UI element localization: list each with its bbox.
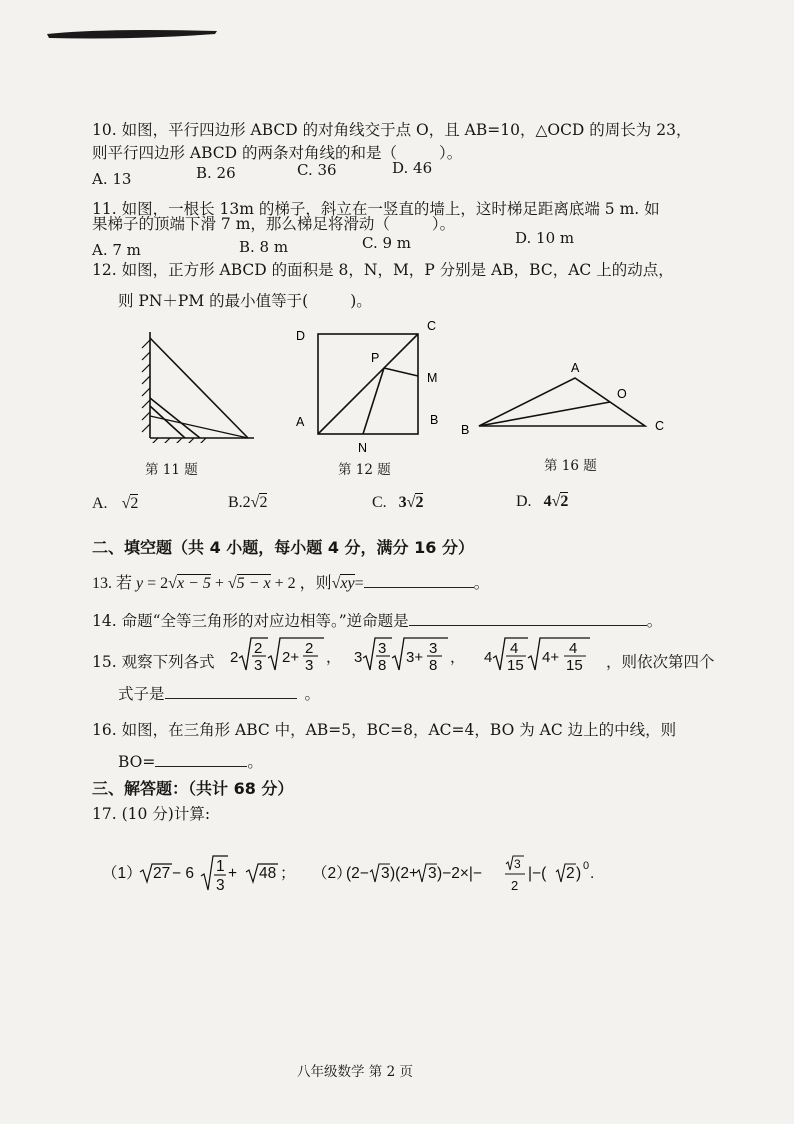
- q17-part2-b: )(2+: [390, 865, 418, 882]
- q14-answer-blank[interactable]: [409, 611, 647, 626]
- fig16-label-c: C: [655, 419, 665, 433]
- section-2-title: 二、填空题（共 4 小题，每小题 4 分，满分 16 分）: [92, 538, 474, 557]
- sqrt-sign: √: [331, 575, 341, 592]
- q15-t1-inner-den: 3: [305, 657, 314, 674]
- q12-option-a-radicand: 2: [130, 495, 139, 512]
- q11-option-b[interactable]: B. 8 m: [239, 238, 289, 256]
- q12-option-c[interactable]: [372, 494, 423, 512]
- q15-line1-prefix: 15. 观察下列各式: [92, 653, 215, 671]
- q12-option-d[interactable]: [516, 493, 568, 511]
- q15-sep-1: ，: [326, 649, 342, 666]
- q15-t2-inner-int: 3+: [406, 649, 424, 666]
- q15-line1-suffix: ，则依次第四个: [606, 653, 715, 671]
- q17-part2-r: 3: [381, 865, 390, 882]
- q12-line1: 12. 如图，正方形 ABCD 的面积是 8，N，M，P 分别是 AB，BC，AC 上的动点，: [92, 261, 674, 279]
- q15-t3-inner-int: 4+: [542, 649, 560, 666]
- q12-option-d-coef: 4: [543, 493, 552, 510]
- q17-part1-label: （1）: [102, 865, 142, 882]
- q10-line2-pre: 则平行四边形 ABCD 的两条对角线的和是（: [92, 144, 398, 162]
- fig12-label-a: A: [296, 415, 305, 429]
- q17-part2-a: (2−: [346, 865, 369, 882]
- q13-eq: = 2: [143, 575, 169, 592]
- q12-option-a[interactable]: [92, 495, 138, 513]
- q13-plus: +: [210, 575, 228, 592]
- q17-part2-r-dup: 3: [428, 865, 437, 882]
- figure-12-square: [288, 314, 448, 456]
- q17-part2-d: |−(: [528, 865, 547, 882]
- q12-option-c-coef: 3: [398, 494, 407, 511]
- q12-option-a-label: A.: [92, 495, 108, 512]
- q15-t2-num: 3: [378, 640, 387, 657]
- page-footer: 八年级数学 第 2 页: [297, 1064, 413, 1080]
- q16-line1: 16. 如图，在三角形 ABC 中，AB=5，BC=8，AC=4，BO 为 AC 边上的中线，则: [92, 721, 677, 739]
- q13-prefix: 13. 若: [92, 575, 133, 592]
- q12-option-b-radicand: 2: [259, 494, 268, 511]
- q13-radicand-2: 5 − x: [236, 575, 271, 592]
- q11-line2: [92, 212, 455, 234]
- q15-t3-coef: 4: [484, 649, 493, 666]
- q11-line2-post: ）。: [431, 215, 456, 233]
- q12-line2-pre: 则 PN＋PM 的最小值等于(: [118, 292, 309, 310]
- segment-pm: [384, 368, 418, 376]
- figure-11-ladder: [130, 328, 260, 443]
- q15-t3-inner-num: 4: [569, 640, 578, 657]
- sqrt-sign: √: [121, 495, 131, 512]
- q15-t2-inner-num: 3: [429, 640, 438, 657]
- q17-title: 17. (10 分)计算:: [92, 805, 211, 823]
- q10-line2-post: ）。: [439, 144, 463, 162]
- sqrt-sign: √: [406, 494, 416, 511]
- q13-radicand-1: x − 5: [176, 575, 211, 592]
- q16-period: 。: [247, 753, 263, 771]
- q15-t3-den: 15: [507, 657, 524, 674]
- fig12-label-p: P: [371, 351, 380, 365]
- q12-option-b[interactable]: [228, 494, 267, 512]
- q17-part2-c: )−2×|−: [437, 865, 482, 882]
- q17-part2-r2: 2: [566, 865, 575, 882]
- fig16-label-o: O: [617, 387, 627, 401]
- q12-option-b-label: B.: [228, 494, 243, 511]
- q10-line1: 10. 如图，平行四边形 ABCD 的对角线交于点 O，且 AB=10，△OCD 的周长为 23，: [92, 121, 692, 139]
- q17-part1-plus: +: [228, 865, 238, 882]
- figure-16-caption: 第 16 题: [544, 458, 597, 474]
- q17-expressions: [100, 850, 640, 900]
- q17-part2-label: （2）: [312, 865, 352, 882]
- q17-part2-exp: 0: [583, 860, 590, 872]
- sqrt-sign: √: [227, 575, 237, 592]
- q15-t2-inner-den: 8: [429, 657, 438, 674]
- q10-option-b[interactable]: B. 26: [196, 164, 236, 182]
- q14-text: 14. 命题“全等三角形的对应边相等。”逆命题是: [92, 612, 409, 630]
- q12-option-c-label: C.: [372, 494, 387, 511]
- q17-part2-end: .: [590, 865, 595, 882]
- fig12-label-n: N: [358, 441, 368, 455]
- q11-option-a[interactable]: A. 7 m: [92, 241, 141, 259]
- q15-line2: [118, 682, 320, 704]
- q12-option-b-coef: 2: [242, 494, 251, 511]
- q17-part1-r2: 48: [259, 865, 277, 882]
- q17-part2-e: ): [576, 865, 582, 882]
- q10-option-a[interactable]: A. 13: [92, 170, 132, 188]
- q13-answer-blank[interactable]: [364, 573, 474, 588]
- q13-radicand-3: xy: [340, 575, 355, 592]
- q12-option-c-radicand: 2: [415, 494, 424, 511]
- fig16-label-b: B: [461, 423, 470, 437]
- q12-option-d-label: D.: [516, 493, 532, 510]
- q15-t1-inner-int: 2+: [282, 649, 300, 666]
- q11-line2-pre: 果梯子的顶端下滑 7 m，那么梯足将滑动（: [92, 215, 390, 233]
- q17-part1-den: 3: [216, 877, 225, 894]
- q15-t1-inner-num: 2: [305, 640, 314, 657]
- q15-formulas: [226, 632, 646, 678]
- figure-12-caption: 第 12 题: [338, 462, 391, 478]
- q15-answer-blank[interactable]: [165, 684, 297, 699]
- section-3-title: 三、解答题：（共计 68 分）: [92, 779, 294, 798]
- median-bo: [479, 402, 610, 426]
- q12-option-d-radicand: 2: [560, 493, 569, 510]
- q15-line2-text: 式子是: [118, 685, 165, 703]
- sqrt-sign: √: [551, 493, 561, 510]
- sqrt-sign: √: [250, 494, 260, 511]
- q13-var-y: y: [136, 575, 144, 592]
- q17-semicolon: ；: [280, 865, 296, 882]
- figure-11-caption: 第 11 题: [145, 462, 198, 478]
- q15-t2-coef: 3: [354, 649, 363, 666]
- q13-tail: + 2 ，则: [270, 575, 332, 592]
- figure-16-triangle: [455, 356, 675, 440]
- q17-part2-frac-den: 2: [511, 878, 519, 893]
- scan-mark: [45, 26, 220, 42]
- fig16-label-a: A: [571, 361, 580, 375]
- q11-line1: 11. 如图，一根长 13m 的梯子，斜立在一竖直的墙上，这时梯足距离底端 5 m. 如: [92, 200, 660, 218]
- q12-line2-post: )。: [350, 292, 372, 310]
- fig12-label-m: M: [427, 371, 438, 385]
- q11-option-c[interactable]: C. 9 m: [362, 234, 412, 252]
- q16-answer-blank[interactable]: [155, 752, 247, 767]
- q15-t1-num: 2: [254, 640, 263, 657]
- q15-t1-coef: 2: [230, 649, 239, 666]
- q14: [92, 609, 662, 631]
- q13-period: 。: [473, 575, 490, 592]
- q16-line2: [118, 750, 263, 772]
- q11-option-d[interactable]: D. 10 m: [515, 229, 575, 247]
- q15-t3-num: 4: [510, 640, 519, 657]
- q15-t3-inner-den: 15: [566, 657, 583, 674]
- q13: [92, 570, 490, 593]
- q15-sep-2: ，: [450, 649, 466, 666]
- q17-part1-num: 1: [216, 858, 225, 875]
- q15-t2-den: 8: [378, 657, 387, 674]
- q10-option-c[interactable]: C. 36: [297, 161, 337, 179]
- q15-t1-den: 3: [254, 657, 263, 674]
- q17-part1-minus: − 6: [172, 865, 194, 882]
- fig12-label-c: C: [427, 319, 437, 333]
- q10-option-d[interactable]: D. 46: [392, 159, 433, 177]
- ladder-before: [150, 338, 248, 438]
- q13-end: =: [354, 575, 364, 592]
- sqrt-sign: √: [168, 575, 177, 592]
- q17-part1-r1: 27: [153, 865, 171, 882]
- q14-period: 。: [646, 612, 663, 630]
- q15-period: 。: [304, 685, 321, 703]
- q17-part2-frac-num: 3: [514, 857, 521, 871]
- fig12-label-d: D: [296, 329, 306, 343]
- fig12-label-b: B: [430, 413, 439, 427]
- q12-line2: [118, 289, 372, 311]
- q16-line2-text: BO=: [118, 753, 156, 771]
